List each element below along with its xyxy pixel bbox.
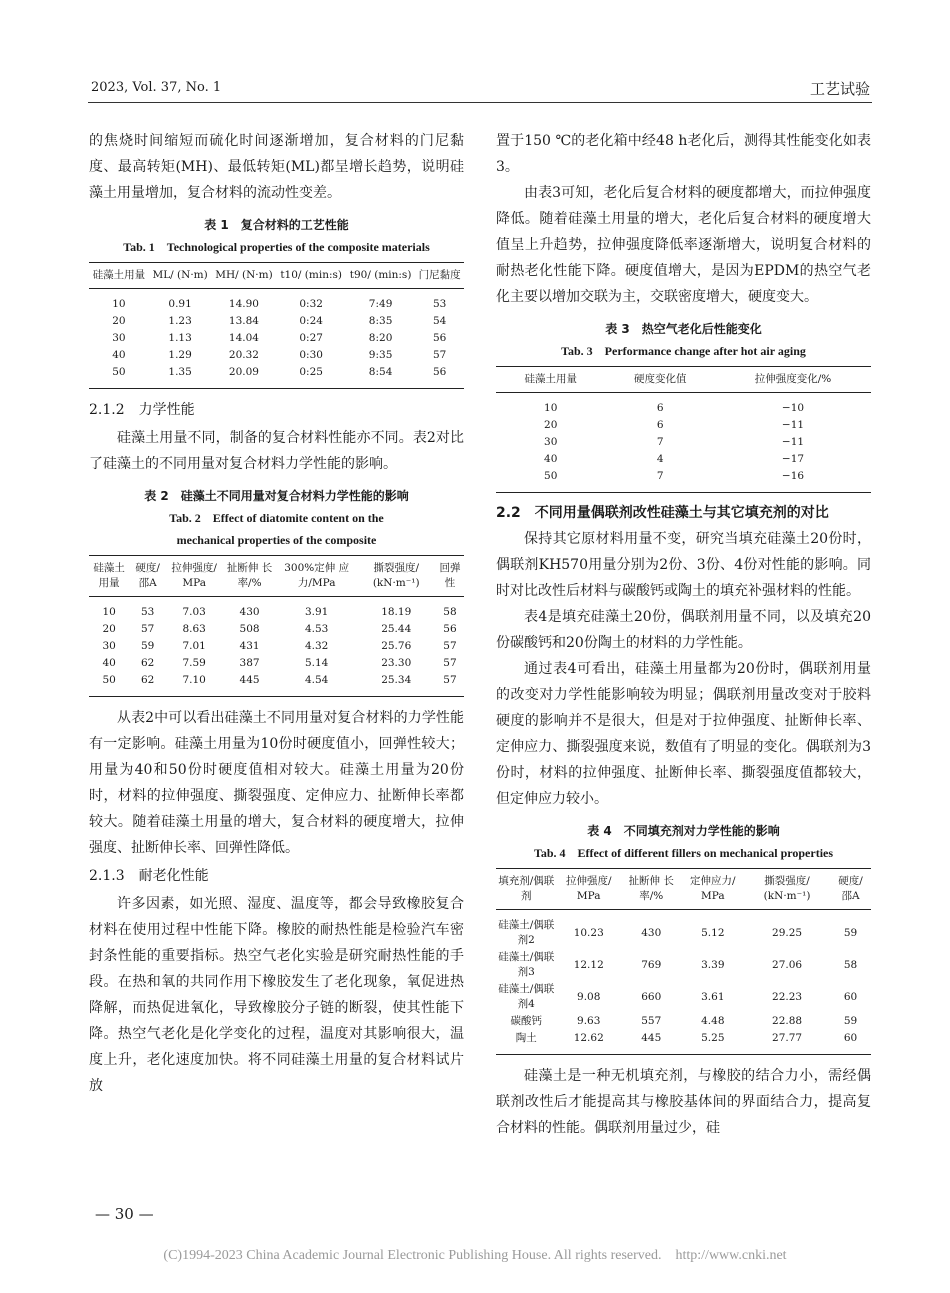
table-cell: 6: [656, 419, 664, 431]
table-header: 撕裂强度/ (kN·m⁻¹): [763, 875, 811, 902]
table-row: [496, 949, 871, 981]
right-column: [496, 128, 871, 1141]
table-cell: 22.88: [772, 1015, 803, 1027]
table-header: 定伸应力/ MPa: [690, 875, 736, 902]
table2: [89, 555, 464, 697]
table-row: [496, 417, 871, 434]
journal-info: 2023, Vol. 37, No. 1: [91, 80, 222, 95]
table-cell: 54: [432, 315, 447, 327]
table-cell: 7.10: [182, 674, 206, 686]
table-cell: 1.23: [168, 315, 192, 327]
table-cell: −11: [781, 419, 805, 431]
left-column: [89, 128, 464, 1099]
table3-caption-cn: 表 3 热空气老化后性能变化: [605, 322, 762, 336]
table-header: 拉伸强度/ MPa: [565, 875, 612, 902]
paragraph: 的焦烧时间缩短而硫化时间逐渐增加，复合材料的门尼黏度、最高转矩(MH)、最低转矩(ML)都呈增长趋势，说明硅藻土用量增加，复合材料的流动性变差。: [89, 133, 464, 201]
table-cell: 57: [443, 674, 457, 686]
table-row: [89, 289, 464, 314]
table2-caption-cn: 表 2 硅藻土不同用量对复合材料力学性能的影响: [144, 489, 409, 503]
table-header: t10/ (min:s): [280, 269, 342, 281]
table-row: [496, 393, 871, 418]
table-cell: 8:20: [368, 332, 393, 344]
table-header: 扯断伸 长率/%: [226, 562, 273, 589]
table-cell: 27.06: [772, 958, 803, 971]
page-number: — 30 —: [95, 1205, 154, 1223]
table-cell: 7: [656, 436, 664, 448]
table-cell: −11: [781, 436, 805, 448]
table-row: [496, 910, 871, 950]
table-header: 撕裂强度/ (kN·m⁻¹): [372, 562, 420, 589]
table-cell: 50: [102, 674, 116, 686]
table-cell: 3.91: [304, 606, 329, 618]
table-cell: 7: [656, 470, 664, 482]
table-row: [496, 434, 871, 451]
table-cell: 3.39: [701, 958, 725, 971]
table-cell: 22.23: [772, 990, 803, 1003]
table-cell: 59: [140, 640, 155, 652]
table-cell: 30: [102, 640, 116, 652]
table-cell: 56: [443, 623, 457, 635]
table-cell: 53: [432, 298, 447, 310]
table-cell: 27.77: [772, 1032, 803, 1044]
table-cell: −16: [781, 470, 805, 482]
table-header: 硅藻土用量: [93, 562, 125, 589]
table-cell: 10: [544, 402, 558, 414]
table-cell: 20: [544, 419, 558, 431]
table-cell: −10: [781, 402, 805, 414]
table-cell: 53: [140, 606, 155, 618]
table3: [496, 366, 871, 493]
table-cell: 0:25: [299, 366, 323, 378]
table-header: 填充剂/偶联剂: [498, 875, 555, 902]
table-cell: 59: [843, 926, 858, 939]
table-header: 拉伸强度变化/%: [754, 373, 832, 385]
table-cell: 557: [641, 1015, 662, 1027]
table-cell: 445: [239, 674, 260, 686]
table4-caption-cn: 表 4 不同填充剂对力学性能的影响: [587, 824, 780, 838]
table-header: 300%定伸 应力/MPa: [284, 562, 350, 589]
table-cell: 10: [112, 298, 126, 310]
table-cell: 387: [239, 657, 260, 669]
table-cell: −17: [781, 453, 805, 465]
table-cell: 0:32: [299, 298, 323, 310]
table1: [89, 262, 464, 389]
table-cell: 6: [656, 402, 664, 414]
table-cell: 0.91: [168, 298, 192, 310]
table-cell: 23.30: [381, 657, 412, 669]
paragraph: 表4是填充硅藻土20份，偶联剂用量不同，以及填充20份碳酸钙和20份陶土的材料的力学性能。: [496, 609, 871, 651]
table-cell: 10.23: [573, 926, 604, 939]
paragraph: 硅藻土是一种无机填充剂，与橡胶的结合力小，需经偶联剂改性后才能提高其与橡胶基体间的界面结合力，提高复合材料的性能。偶联剂用量过少，硅: [496, 1068, 871, 1136]
table-cell: 12.62: [573, 1032, 604, 1044]
table-cell: 508: [239, 623, 260, 635]
table-cell: 4.54: [304, 674, 329, 686]
section-heading-2-1-3: 2.1.3 耐老化性能: [89, 868, 209, 884]
table-header: 硅藻土用量: [92, 269, 146, 281]
table-cell: 14.04: [228, 332, 259, 344]
table-header: 硬度变化值: [633, 373, 687, 385]
table-cell: 5.14: [304, 657, 329, 669]
table-cell: 4.32: [304, 640, 329, 652]
table-row: [89, 655, 464, 672]
table1-caption-cn: 表 1 复合材料的工艺性能: [204, 218, 349, 232]
table-row: [89, 313, 464, 330]
table-cell: 430: [239, 606, 260, 618]
table-cell: 9:35: [368, 349, 393, 361]
table-cell: 430: [641, 926, 662, 939]
table-header: 硅藻土用量: [524, 373, 577, 385]
table-cell: 30: [112, 332, 126, 344]
paragraph: 保持其它原材料用量不变，研究当填充硅藻土20份时，偶联剂KH570用量分别为2份、3份、4份对性能的影响。同时对比改性后材料与碳酸钙或陶土的填充补强材料的性能。: [496, 531, 871, 599]
table-cell: 7:49: [368, 298, 393, 310]
table2-caption-en-line2: mechanical properties of the composite: [176, 533, 377, 547]
table-cell: 25.34: [381, 674, 412, 686]
table-cell: 8:54: [368, 366, 393, 378]
table-header: t90/ (min:s): [349, 269, 412, 281]
table-cell: 20.32: [228, 349, 259, 361]
table-cell: 4.53: [304, 623, 329, 635]
table-cell: 硅藻土/偶联剂4: [498, 983, 555, 1010]
table-cell: 4: [656, 453, 664, 465]
table-row: [89, 597, 464, 622]
table-cell: 59: [843, 1015, 858, 1027]
table-cell: 3.61: [701, 990, 725, 1003]
table1-caption-en: Tab. 1 Technological properties of the composite materials: [123, 240, 430, 254]
table-row: [89, 672, 464, 697]
table-cell: 陶土: [515, 1032, 537, 1044]
table-cell: 58: [443, 606, 457, 618]
table-cell: 431: [239, 640, 260, 652]
table-cell: 50: [544, 470, 558, 482]
table4-caption-en: Tab. 4 Effect of different fillers on mechanical properties: [533, 846, 834, 860]
section-heading-2-1-2: 2.1.2 力学性能: [89, 402, 195, 418]
table-cell: 56: [432, 332, 447, 344]
table-cell: 660: [641, 990, 662, 1003]
table-cell: 18.19: [381, 606, 412, 618]
table-cell: 40: [544, 453, 558, 465]
table-cell: 1.13: [168, 332, 192, 344]
table-row: [496, 981, 871, 1013]
paragraph: 由表3可知，老化后复合材料的硬度都增大，而拉伸强度降低。随着硅藻土用量的增大，老化后复合材料的硬度增大值呈上升趋势，拉伸强度降低率逐渐增大，说明复合材料的耐热老化性能下降。硬度值增大，是因为EPDM的热空气老化主要以增加交联为主，交联密度增大，硬度变大。: [496, 185, 871, 305]
table-row: [496, 1013, 871, 1030]
table-row: [496, 468, 871, 493]
paragraph: 许多因素，如光照、湿度、温度等，都会导致橡胶复合材料在使用过程中性能下降。橡胶的耐热性能是检验汽车密封条性能的重要指标。热空气老化实验是研究耐热性能的手段。在热和氧的共同作用下橡胶发生了老化现象，氧促进热降解，而热促进氧化，导致橡胶分子链的断裂，使其性能下降。热空气老化是化学变化的过程，温度对其影响很大，温度上升，老化速度加快。将不同硅藻土用量的复合材料试片放: [89, 896, 464, 1094]
table-row: [496, 1030, 871, 1055]
table-cell: 9.08: [577, 990, 601, 1003]
table-header: 扯断伸 长率/%: [628, 875, 674, 902]
table-cell: 57: [140, 623, 155, 635]
table-row: [496, 451, 871, 468]
table-cell: 8:35: [368, 315, 393, 327]
table-cell: 57: [443, 640, 457, 652]
table-cell: 769: [641, 958, 662, 971]
table-cell: 57: [432, 349, 447, 361]
table-cell: 8.63: [182, 623, 206, 635]
table-row: [89, 621, 464, 638]
table-cell: 7.59: [182, 657, 206, 669]
table-cell: 硅藻土/偶联剂2: [498, 919, 555, 946]
section-title: 工艺试验: [809, 80, 870, 98]
table-cell: 14.90: [228, 298, 259, 310]
table-cell: 40: [112, 349, 126, 361]
table-cell: 29.25: [772, 926, 803, 939]
table-cell: 62: [140, 657, 155, 669]
paragraph: 置于150 ℃的老化箱中经48 h老化后，测得其性能变化如表3。: [496, 133, 871, 175]
table-cell: 9.63: [577, 1015, 601, 1027]
table-cell: 碳酸钙: [510, 1015, 542, 1027]
table-cell: 57: [443, 657, 457, 669]
table-header: MH/ (N·m): [215, 269, 273, 281]
table-cell: 20: [102, 623, 116, 635]
table-cell: 0:24: [299, 315, 323, 327]
table-header: 硬度/ 邵A: [135, 562, 160, 589]
table-row: [89, 638, 464, 655]
table-cell: 20.09: [228, 366, 259, 378]
table-cell: 5.25: [701, 1032, 725, 1044]
section-heading-2-2: 2.2 不同用量偶联剂改性硅藻土与其它填充剂的对比: [496, 505, 829, 521]
table-header: 门尼黏度: [418, 269, 461, 281]
table-row: [89, 330, 464, 347]
table-row: [89, 364, 464, 389]
table-cell: 13.84: [228, 315, 259, 327]
copyright-notice: (C)1994-2023 China Academic Journal Electronic Publishing House. All rights reserved. http://www.cnki.net: [163, 1248, 787, 1263]
table-cell: 20: [112, 315, 126, 327]
table-cell: 445: [641, 1032, 662, 1044]
table-cell: 12.12: [573, 958, 604, 971]
table2-caption-en: Tab. 2 Effect of diatomite content on the: [169, 511, 384, 525]
table-cell: 5.12: [701, 926, 725, 939]
paragraph: 通过表4可看出，硅藻土用量都为20份时，偶联剂用量的改变对力学性能影响较为明显；偶联剂用量改变对于胶料硬度的影响并不是很大，但是对于拉伸强度、扯断伸长率、定伸应力、撕裂强度来说，数值有了明显的变化。偶联剂为3份时，材料的拉伸强度、扯断伸长率、撕裂强度值都较大，但定伸应力较小。: [496, 661, 871, 807]
table-cell: 40: [102, 657, 116, 669]
table-cell: 58: [843, 958, 858, 971]
table-cell: 1.35: [168, 366, 192, 378]
table-cell: 4.48: [701, 1015, 725, 1027]
table-header: 拉伸强度/ MPa: [171, 562, 217, 589]
table-cell: 60: [843, 990, 858, 1003]
table-cell: 25.76: [381, 640, 412, 652]
table-row: [89, 347, 464, 364]
table-cell: 7.01: [182, 640, 206, 652]
table-header: 硬度/ 邵A: [838, 875, 863, 902]
table-cell: 1.29: [168, 349, 192, 361]
table-cell: 0:27: [299, 332, 323, 344]
table-cell: 30: [544, 436, 558, 448]
header-rule: [88, 102, 872, 103]
table-header: ML/ (N·m): [152, 269, 208, 281]
table-cell: 62: [140, 674, 155, 686]
table-cell: 50: [112, 366, 126, 378]
table-cell: 60: [843, 1032, 858, 1044]
table-cell: 25.44: [381, 623, 412, 635]
table-cell: 10: [102, 606, 116, 618]
table-cell: 56: [432, 366, 447, 378]
table-header: 回弹性: [439, 562, 461, 589]
table-cell: 7.03: [182, 606, 206, 618]
table-cell: 0:30: [299, 349, 323, 361]
paragraph: 硅藻土用量不同，制备的复合材料性能亦不同。表2对比了硅藻土的不同用量对复合材料力学性能的影响。: [89, 430, 464, 472]
table-cell: 硅藻土/偶联剂3: [498, 951, 555, 978]
table3-caption-en: Tab. 3 Performance change after hot air aging: [561, 344, 806, 358]
paragraph: 从表2中可以看出硅藻土不同用量对复合材料的力学性能有一定影响。硅藻土用量为10份时硬度值小，回弹性较大；用量为40和50份时硬度值相对较大。硅藻土用量为20份时，材料的拉伸强度、撕裂强度、定伸应力、扯断伸长率都较大。随着硅藻土用量的增大，复合材料的硬度增大，拉伸强度、扯断伸长率、回弹性降低。: [89, 710, 464, 856]
table4: [496, 868, 871, 1055]
